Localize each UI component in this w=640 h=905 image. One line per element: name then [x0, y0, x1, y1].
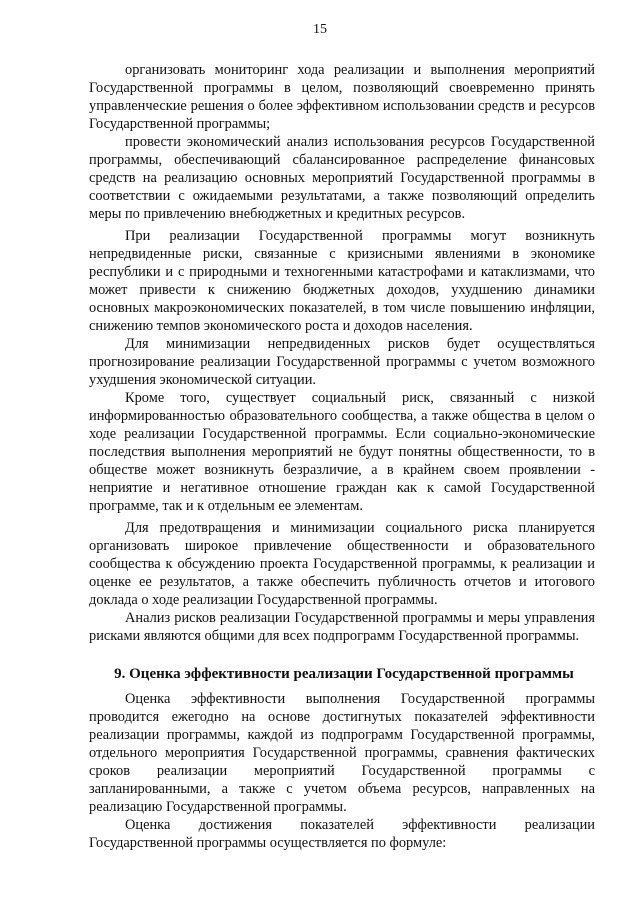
paragraph-unforeseen-risks: При реализации Государственной программы могут возникнуть непредвиденные риски, связанные с кризисными явлениями в экономике республики и с природными и техногенными катастрофами и катаклизмами, что может привести к снижению бюджетных доходов, ухудшению динамики основных макроэкономических показателей, в том числе повышению инфляции, снижению темпов экономического роста и доходов населения. — [89, 228, 595, 334]
paragraph-social-risk-prevention: Для предотвращения и минимизации социального риска планируется организовать широкое привлечение общественности и образовательного сообщества к обсуждению проекта Государственной программы, к реализации и оценке ее результатов, а также обеспечить публичность отчетов и итогового доклада о ходе реализации Государственной программы. — [89, 520, 595, 608]
paragraph-social-risk: Кроме того, существует социальный риск, связанный с низкой информированностью образовательного сообщества, а также общества в целом о ходе реализации Государственной программы. Если социально-экономические последствия выполнения мероприятий не будут понятны общественности, то в обществе может возникнуть безразличие, а в крайнем своем проявлении - неприятие и негативное отношение граждан как к самой Государственной программе, так и к отдельным ее элементам. — [89, 390, 595, 514]
paragraph-risk-analysis: Анализ рисков реализации Государственной программы и меры управления рисками являются общими для всех подпрограмм Государственной программы. — [89, 610, 595, 644]
paragraph-economic-analysis: провести экономический анализ использования ресурсов Государственной программы, обеспечивающий сбалансированное распределение финансовых средств на реализацию основных мероприятий Государственной программы в соответствии с ожидаемыми результатами, а также позволяющий определить меры по привлечению внебюджетных и кредитных ресурсов. — [89, 134, 595, 222]
paragraph-formula-intro: Оценка достижения показателей эффективности реализации Государственной программы осуществляется по формуле: — [89, 817, 595, 851]
section-heading: 9. Оценка эффективности реализации Государственной программы — [114, 666, 574, 682]
paragraph-risk-minimization: Для минимизации непредвиденных рисков будет осуществляться прогнозирование реализации Государственной программы с учетом возможного ухудшения экономической ситуации. — [89, 336, 595, 388]
paragraph-monitoring: организовать мониторинг хода реализации и выполнения мероприятий Государственной программы в целом, позволяющий своевременно принять управленческие решения о более эффективном использовании средств и ресурсов Государственной программы; — [89, 62, 595, 132]
page-number: 15 — [313, 22, 327, 37]
paragraph-efficiency-evaluation: Оценка эффективности выполнения Государственной программы проводится ежегодно на основе достигнутых показателей эффективности реализации программы, каждой из подпрограмм Государственной программы, отдельного мероприятия Государственной программы, сравнения фактических сроков реализации мероприятий Государственной программы с запланированными, а также с учетом объема ресурсов, направленных на реализацию Государственной программы. — [89, 691, 595, 815]
document-body — [89, 61, 595, 852]
